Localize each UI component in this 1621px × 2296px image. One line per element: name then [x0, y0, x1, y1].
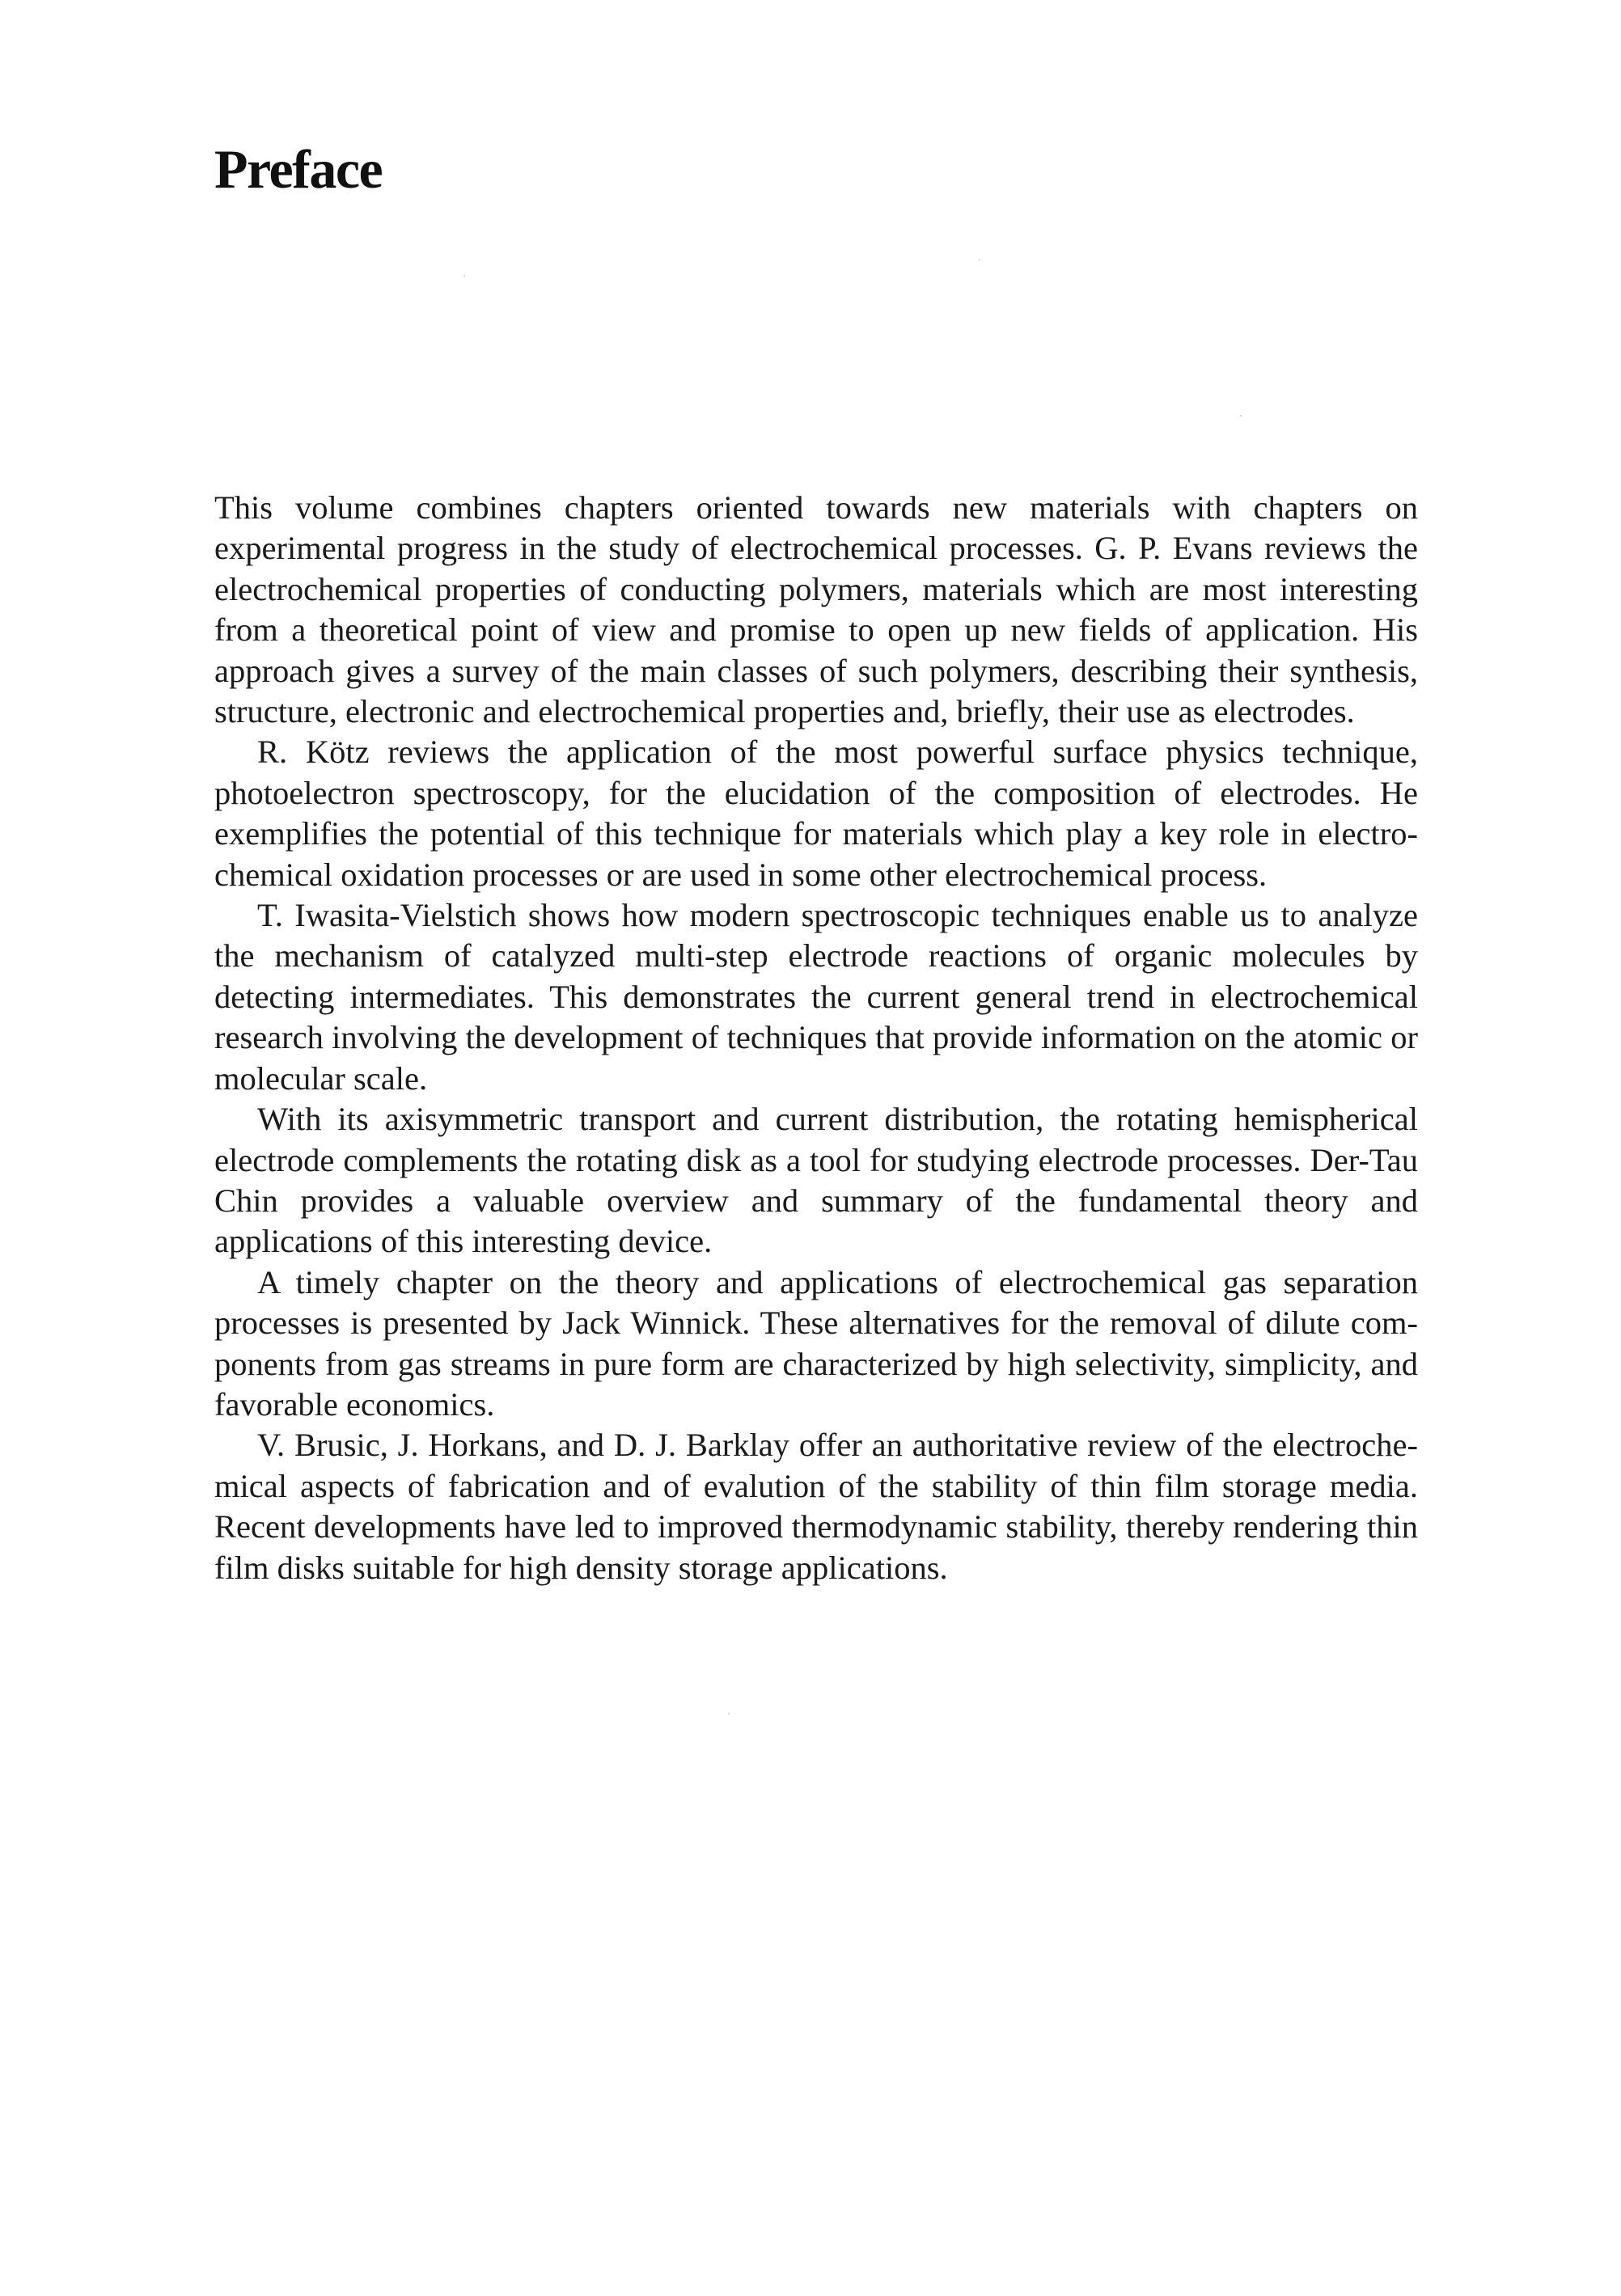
paragraph-3: T. Iwasita-Vielstich shows how modern spectroscopic techniques enable us to analyze the mechanism of catalyzed multi-step electrode reactions of organic molecules by detecting intermediates. This demonstrates the current general trend in electrochemical research involving the development of techniques that provide information on the atomic or molecular scale. — [214, 897, 1418, 1097]
paragraph-5: A timely chapter on the theory and applications of electrochemical gas separation processes is presented by Jack Winnick. These alternatives for the removal of dilute components from gas streams in pure form are characterized by high selectivity, simplicity, and favorable economics. — [214, 1263, 1418, 1423]
paragraph-1: This volume combines chapters oriented towards new materials with chapters on experimental progress in the study of electrochemical processes. G. P. Evans reviews the electrochemical properties of conducting polymers, materials which are most interesting from a theoretical point of view and promise to open up new fields of application. His approach gives a survey of the main classes of such polymers, describing their synthesis, structure, electronic and electrochemical properties and, briefly, their use as electrodes. — [214, 489, 1418, 730]
preface-body — [214, 488, 1418, 1588]
page-title: Preface — [214, 138, 383, 200]
scan-speck — [728, 1713, 730, 1715]
scan-speck — [1240, 415, 1242, 416]
scan-speck — [979, 259, 980, 260]
scan-speck — [463, 275, 465, 277]
paragraph-4: With its axisymmetric transport and current distribution, the rotating hemispherical electrode complements the rotating disk as a tool for studying electrode processes. Der-Tau Chin provides a valuable overview and summary of the fundamental theory and applications of this interesting device. — [214, 1101, 1418, 1260]
paragraph-6: V. Brusic, J. Horkans, and D. J. Barklay offer an authoritative review of the electrochemical aspects of fabrication and of evalution of the stability of thin film storage media. Recent developments have led to improved thermodynamic stability, thereby rendering thin film disks suitable for high density storage applications. — [214, 1427, 1418, 1586]
paragraph-2: R. Kötz reviews the application of the most powerful surface physics technique, photoelectron spectroscopy, for the elucidation of the composition of electrodes. He exemplifies the potential of this technique for materials which play a key role in electrochemical oxidation processes or are used in some other electrochemical process. — [214, 734, 1418, 893]
